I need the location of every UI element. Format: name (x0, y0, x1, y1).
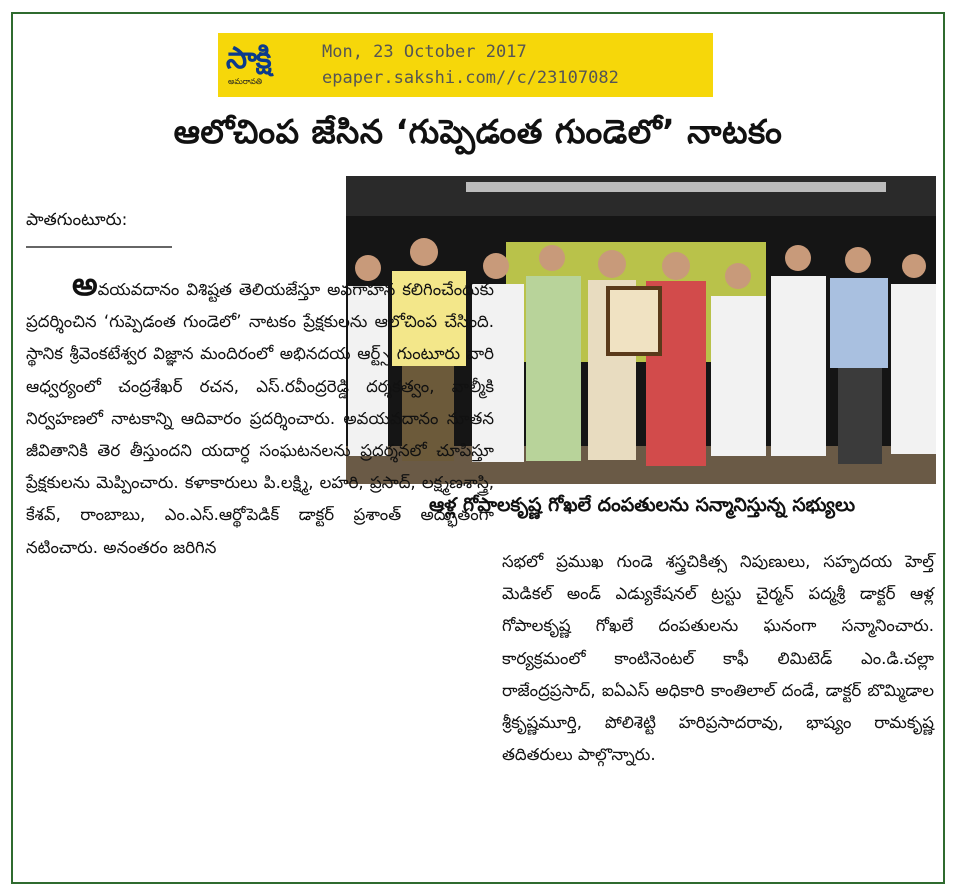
logo-subtext: అమరావతి (228, 77, 263, 86)
article-column-1 (26, 265, 494, 564)
column-1-text (26, 265, 494, 564)
article-column-2 (502, 546, 934, 771)
column-1-body: వయవదానం విశిష్టత తెలియజేస్తూ అవగాహన కలిగించేందుకు ప్రదర్శించిన ‘గుప్పెడంత గుండెలో’ నాటకం ప్రేక్షకులను ఆలోచింప చేసింది. స్థానిక శ్రీవెంకటేశ్వర విజ్ఞాన మందిరంలో అభినదయ ఆర్ట్స్ గుంటూరు వారి ఆధ్వర్యంలో చంద్రశేఖర్ రచన, ఎస్.రవీంద్రరెడ్డి దర్శకత్వం, వాల్మీకి నిర్వహణలో నాటకాన్ని ఆదివారం ప్రదర్శించారు. అవయవదానం నూతన జీవితానికి తెర తీస్తుందని యదార్ధ సంఘటనలను ప్రదర్శనలో చూపిస్తూ ప్రేక్షకులను మెప్పించారు. కళాకారులు పి.లక్ష్మి, లహరి, ప్రసాద్, లక్ష్మణశాస్త్రి, కేశవ్, రాంబాబు, ఎం.ఎస్.ఆర్థోపెడిక్ డాక్టర్ ప్రశాంత్ అద్భుతంగా నటించారు. అనంతరం జరిగిన (26, 280, 494, 557)
edition-date: Mon, 23 October 2017 (322, 42, 527, 62)
drop-cap: అ (72, 265, 98, 303)
column-2-text: సభలో ప్రముఖ గుండె శస్త్రచికిత్స నిపుణులు, సహృదయ హెల్త్ మెడికల్ అండ్ ఎడ్యుకేషనల్ ట్రస్టు చైర్మన్ పద్మశ్రీ డాక్టర్ ఆళ్ల గోపాలకృష్ణ గోఖలే దంపతులను ఘనంగా సన్మానించారు. కార్యక్రమంలో కాంటినెంటల్ కాఫీ లిమిటెడ్ ఎం.డి.చల్లా రాజేంద్రప్రసాద్, ఐఏఎస్ అధికారి కాంతిలాల్ దండే, డాక్టర్ బొమ్మిడాల శ్రీకృష్ణమూర్తి, పోలిశెట్టి హరిప్రసాదరావు, భాష్యం రామకృష్ణ తదితరులు పాల్గొన్నారు. (502, 552, 934, 765)
article-headline: ఆలోచింప జేసిన ‘గుప్పెడంత గుండెలో’ నాటకం (173, 112, 783, 151)
sakshi-logo[interactable] (226, 39, 314, 89)
photo-caption: ఆళ్ల గోపాలకృష్ణ గోఖలే దంపతులను సన్మానిస్తున్న సభ్యులు (428, 494, 856, 516)
dateline: పాతగుంటూరు: (26, 210, 128, 230)
logo-text: సాక్షి (226, 41, 271, 76)
dateline-underline (26, 246, 172, 248)
masthead-meta (322, 39, 619, 91)
masthead (218, 33, 713, 97)
epaper-url[interactable]: epaper.sakshi.com//c/23107082 (322, 68, 619, 88)
